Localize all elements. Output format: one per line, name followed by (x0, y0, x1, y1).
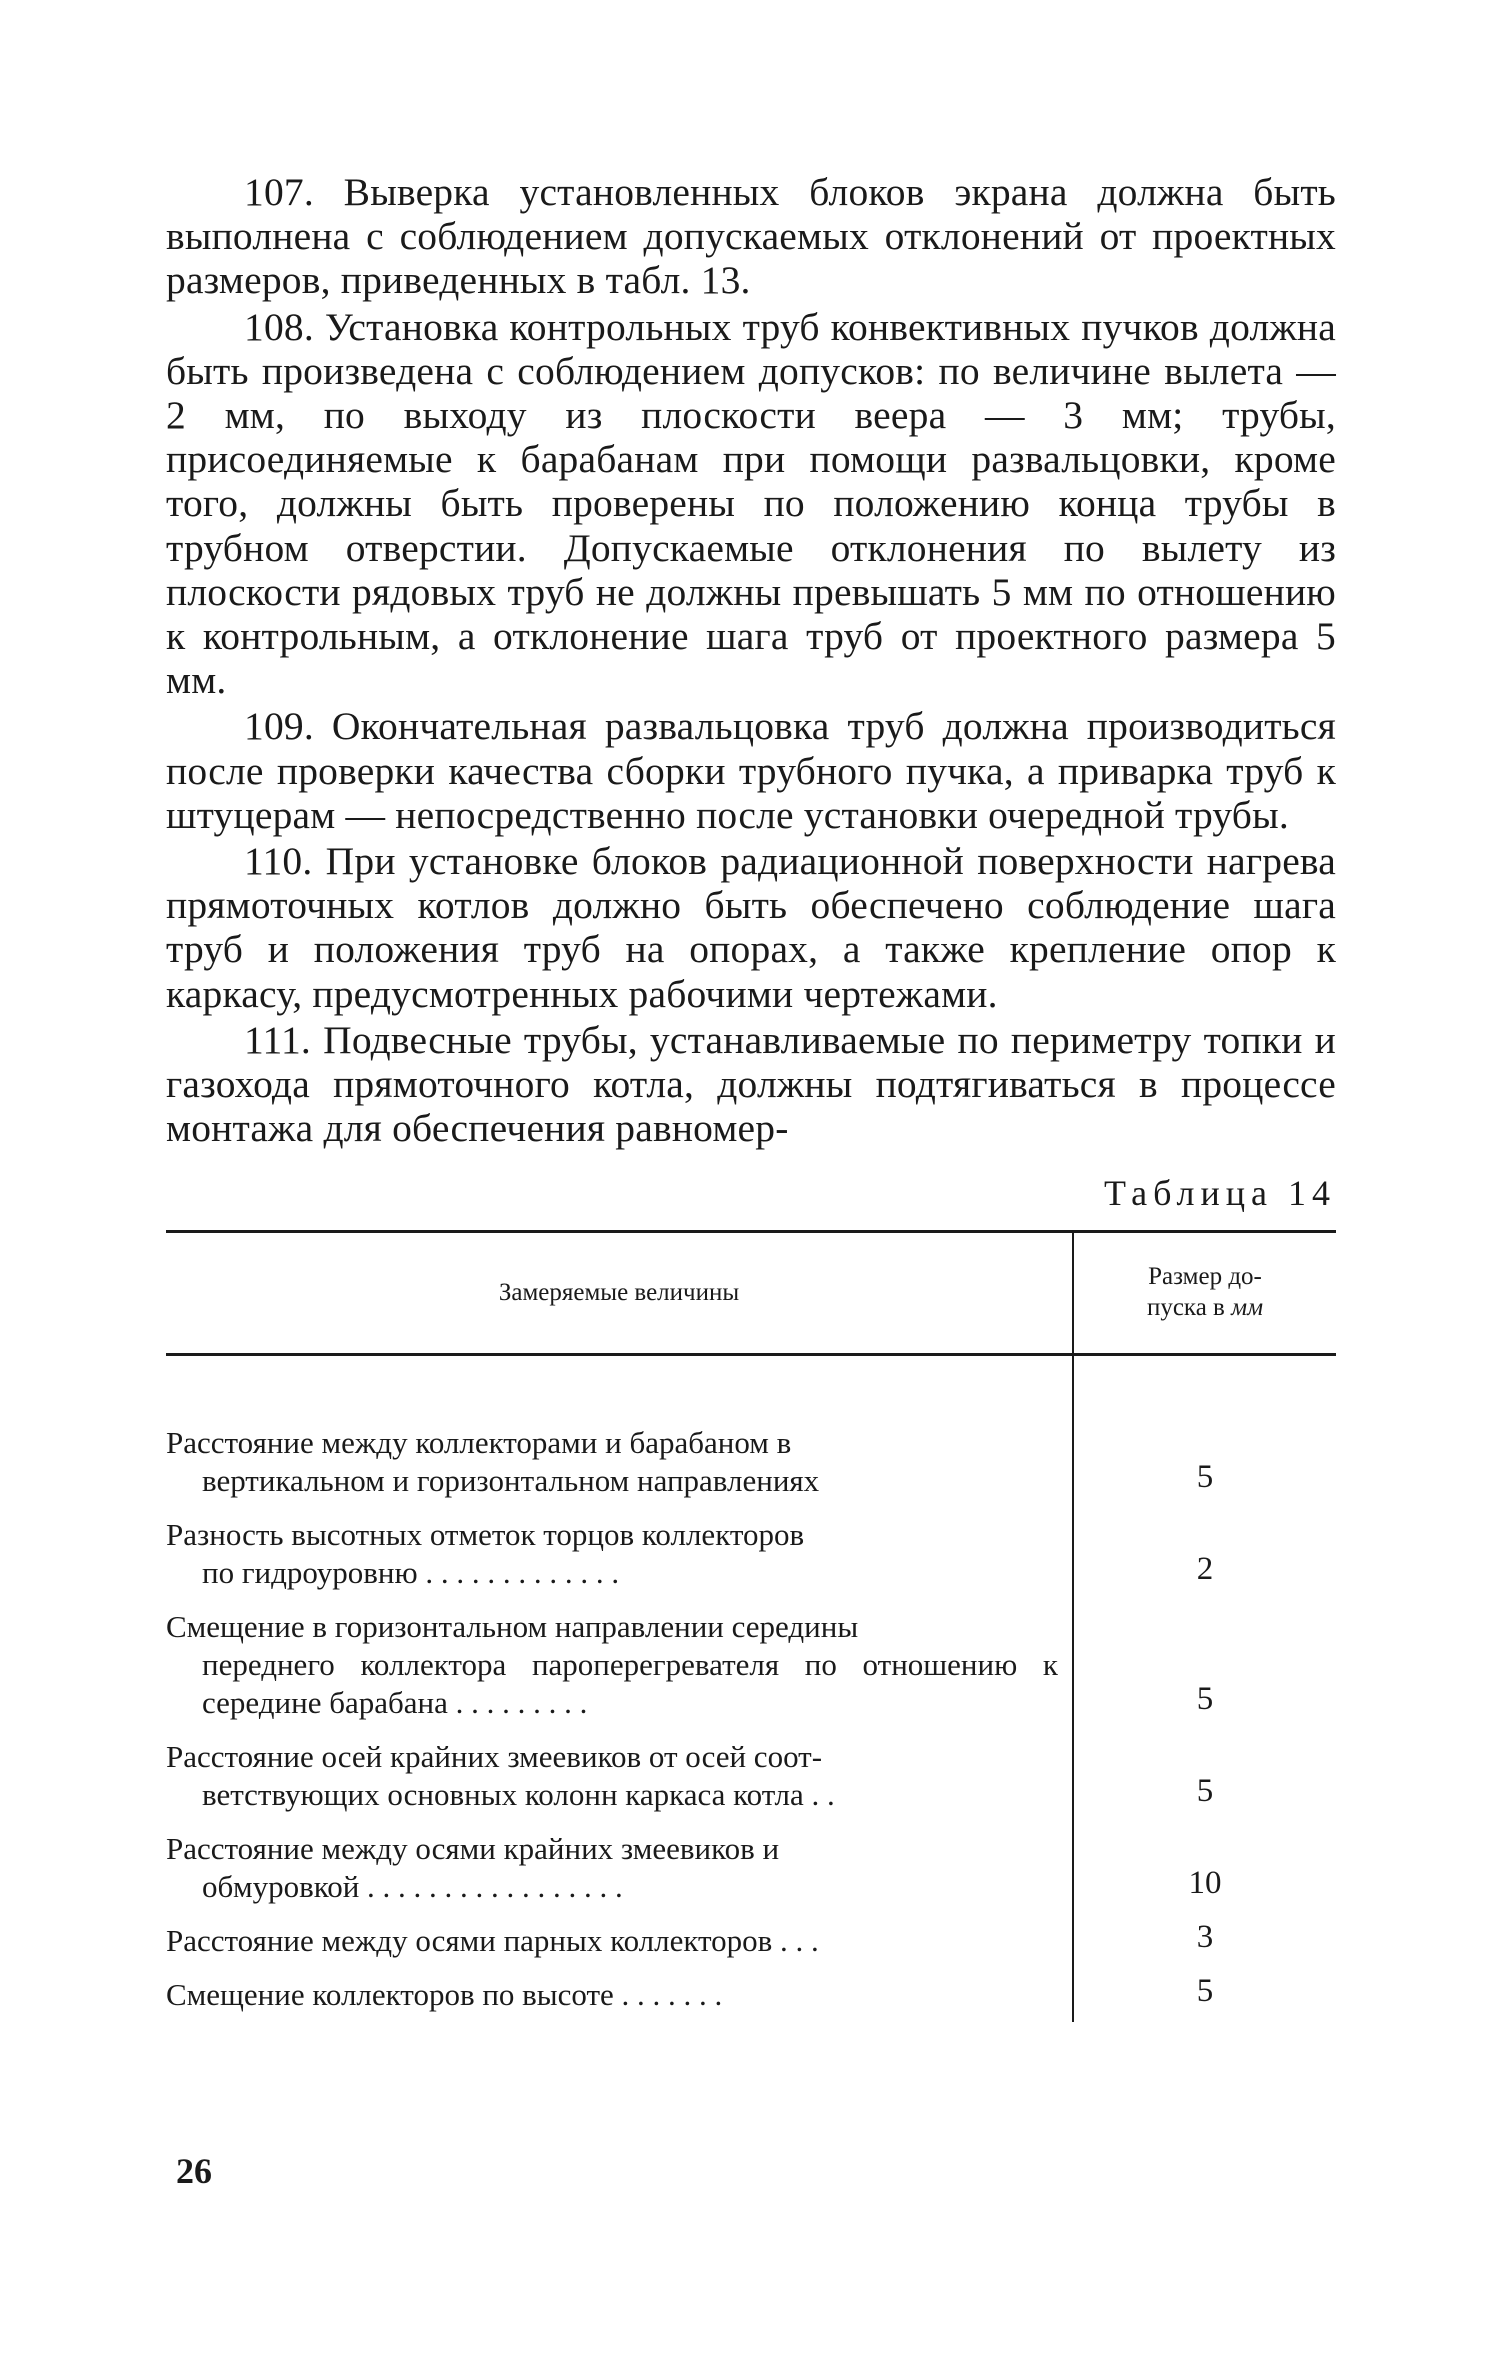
header-tolerance-line-1: Размер до- (1148, 1263, 1262, 1291)
paragraph-108: 108. Установка контрольных труб конвективных пучков должна быть произведена с соблюдением допусков: по величине вылета — 2 мм, по выходу из плоскости веера — 3 мм; трубы, присоединяемые к барабанам при помощи развальцовки, кроме того, должны быть проверены по положению конца трубы в трубном отверстии. Допускаемые отклонения по вылету из плоскости рядовых труб не должны превышать 5 мм по отношению к контрольным, а отклонение шага труб от проектного размера 5 мм. (166, 304, 1336, 703)
row-quantity: Смещение коллекторов по высоте . . . . . . . (166, 1968, 1073, 2022)
table-header-row (166, 1232, 1336, 1355)
row-tolerance: 5 (1196, 1681, 1214, 1718)
paragraph-107: 107. Выверка установленных блоков экрана должна быть выполнена с соблюдением допускаемых отклонений от проектных размеров, приведенных в табл. 13. (166, 170, 1336, 303)
table-row (166, 1508, 1336, 1600)
table-caption: Таблица 14 (1104, 1173, 1336, 1214)
document-page (166, 170, 1336, 2022)
table-spacer-row (166, 1355, 1336, 1417)
header-quantity: Замеряемые величины (166, 1232, 1073, 1355)
table-row (166, 1416, 1336, 1508)
paragraph-110: 110. При установке блоков радиационной поверхности нагрева прямоточных котлов должно быть обеспечено соблюдение шага труб и положения труб на опорах, а также крепление опор к каркасу, предусмотренных рабочими чертежами. (166, 839, 1336, 1016)
table-row (166, 1730, 1336, 1822)
row-quantity: Расстояние между коллекторами и барабаном в вертикальном и горизонтальном направлениях (166, 1416, 1073, 1508)
row-tolerance: 5 (1196, 1973, 1214, 2010)
header-tolerance (1073, 1232, 1336, 1355)
table-row (166, 1822, 1336, 1914)
tolerance-table (166, 1230, 1336, 2022)
row-quantity: Разность высотных отметок торцов коллекторов по гидроуровню . . . . . . . . . . . . . (166, 1508, 1073, 1600)
page-number: 26 (176, 2151, 212, 2191)
header-tolerance-line-2: пуска в (1146, 1294, 1232, 1322)
row-tolerance: 3 (1196, 1919, 1214, 1956)
row-quantity: Расстояние между осями парных коллекторов . . . (166, 1914, 1073, 1968)
row-tolerance: 2 (1196, 1551, 1214, 1588)
table-row (166, 1914, 1336, 1968)
row-tolerance: 10 (1188, 1865, 1222, 1902)
paragraph-111: 111. Подвесные трубы, устанавливаемые по периметру топки и газохода прямоточного котла, должны подтягиваться в процессе монтажа для обеспечения равномер- (166, 1017, 1336, 1151)
row-quantity: Расстояние между осями крайних змеевиков и обмуровкой . . . . . . . . . . . . . . . . . (166, 1822, 1073, 1914)
row-quantity: Расстояние осей крайних змеевиков от осей соот- ветствующих основных колонн каркаса котла . . (166, 1730, 1073, 1822)
row-tolerance: 5 (1196, 1459, 1214, 1496)
paragraph-109: 109. Окончательная развальцовка труб должна производиться после проверки качества сборки трубного пучка, а приварка труб к штуцерам — непосредственно после установки очередной трубы. (166, 704, 1336, 837)
header-tolerance-unit: мм (1231, 1294, 1264, 1322)
table-row (166, 1600, 1336, 1730)
row-tolerance: 5 (1196, 1773, 1214, 1810)
row-quantity: Смещение в горизонтальном направлении середины переднего коллектора пароперегревателя по отношению к середине барабана . . . . . . . . . (166, 1600, 1073, 1730)
table-row (166, 1968, 1336, 2022)
